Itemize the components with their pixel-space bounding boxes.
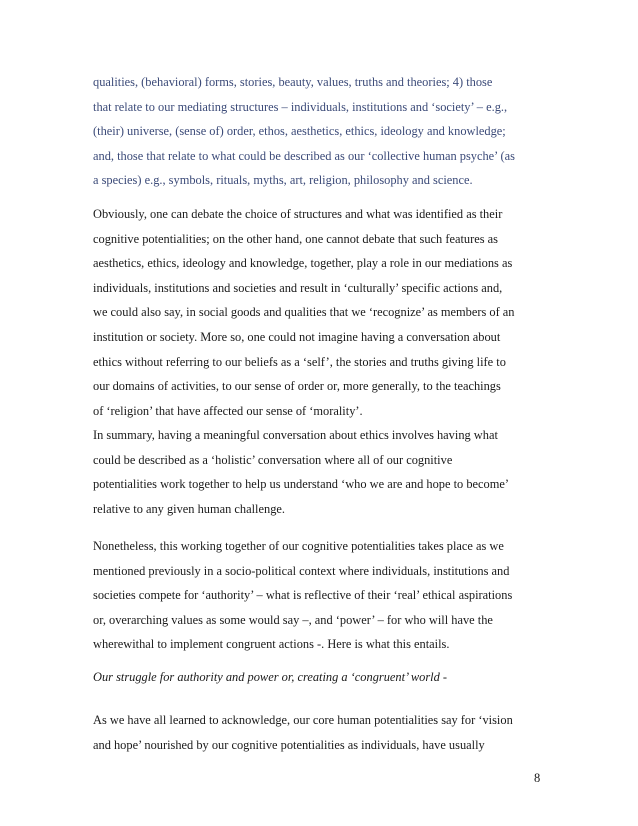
paragraph-line: or, overarching values as some would say –, and ‘power’ – for who will have the — [93, 612, 493, 627]
paragraph-1 — [93, 70, 553, 193]
paragraph-line: societies compete for ‘authority’ – what is reflective of their ‘real’ ethical aspirations — [93, 588, 513, 603]
paragraph-line: wherewithal to implement congruent actions -. Here is what this entails. — [93, 637, 450, 652]
paragraph-line: and, those that relate to what could be described as our ‘collective human psyche’ (as — [93, 148, 515, 163]
paragraph-line: potentialities work together to help us understand ‘who we are and hope to become’ — [93, 477, 509, 492]
paragraph-line: ethics without referring to our beliefs as a ‘self’, the stories and truths giving life to — [93, 354, 506, 369]
paragraph-line: qualities, (behavioral) forms, stories, beauty, values, truths and theories; 4) those — [93, 75, 493, 89]
section-heading — [93, 665, 553, 690]
paragraph-line: (their) universe, (sense of) order, ethos, aesthetics, ethics, ideology and knowledge; — [93, 124, 506, 139]
paragraph-line: Nonetheless, this working together of our cognitive potentialities takes place as we — [93, 539, 504, 553]
paragraph-line: aesthetics, ethics, ideology and knowledge, together, play a role in our mediations as — [93, 256, 513, 271]
paragraph-5 — [93, 708, 553, 757]
paragraph-line: could be described as a ‘holistic’ conversation where all of our cognitive — [93, 452, 453, 467]
paragraph-line: In summary, having a meaningful conversation about ethics involves having what — [93, 428, 498, 442]
paragraph-line: As we have all learned to acknowledge, our core human potentialities say for ‘vision — [93, 713, 513, 727]
paragraph-line: cognitive potentialities; on the other hand, one cannot debate that such features as — [93, 231, 498, 246]
paragraph-line: institution or society. More so, one could not imagine having a conversation about — [93, 329, 501, 344]
paragraph-line: of ‘religion’ that have affected our sense of ‘morality’. — [93, 403, 363, 418]
paragraph-line: our domains of activities, to our sense of order or, more generally, to the teachings — [93, 379, 501, 394]
paragraph-line: a species) e.g., symbols, rituals, myths, art, religion, philosophy and science. — [93, 173, 473, 188]
paragraph-line: individuals, institutions and societies and result in ‘culturally’ specific actions and, — [93, 280, 503, 295]
page-number: 8 — [534, 771, 541, 785]
paragraph-3 — [93, 423, 553, 521]
paragraph-line: mentioned previously in a socio-political context where individuals, institutions and — [93, 563, 510, 578]
paragraph-line: that relate to our mediating structures – individuals, institutions and ‘society’ – e.g., — [93, 99, 508, 114]
paragraph-line: relative to any given human challenge. — [93, 501, 285, 516]
section-heading-text: Our struggle for authority and power or, creating a ‘congruent’ world - — [93, 670, 448, 684]
paragraph-line: we could also say, in social goods and qualities that we ‘recognize’ as members of an — [93, 305, 515, 320]
paragraph-2 — [93, 202, 553, 423]
paragraph-line: and hope’ nourished by our cognitive potentialities as individuals, have usually — [93, 737, 485, 752]
paragraph-4 — [93, 534, 553, 657]
paragraph-line: Obviously, one can debate the choice of structures and what was identified as their — [93, 207, 503, 221]
